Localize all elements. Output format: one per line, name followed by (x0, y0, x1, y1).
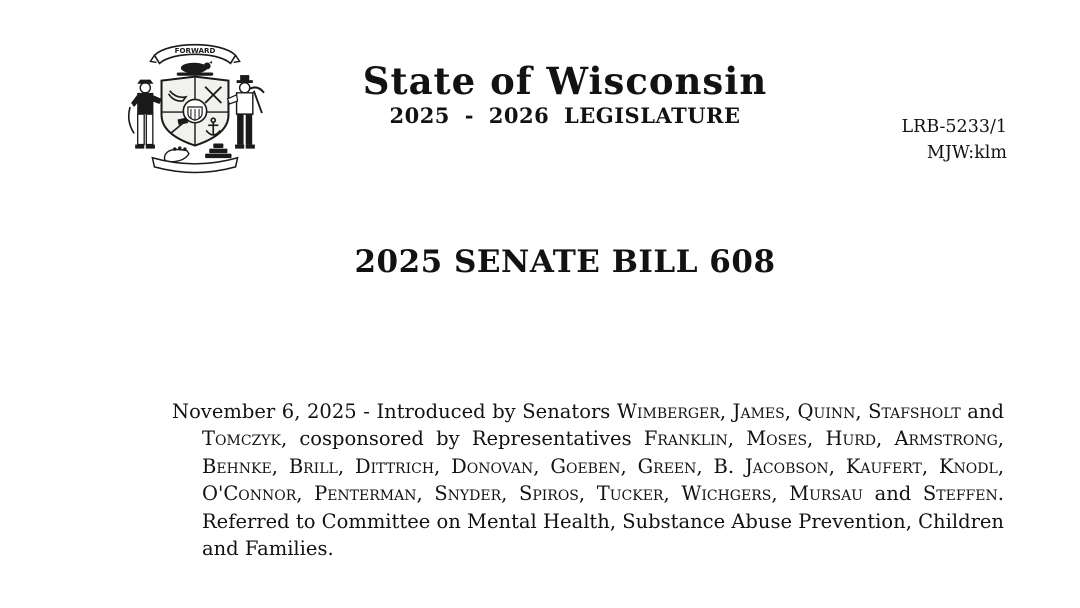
intro-text-segment: , (296, 482, 315, 506)
intro-text-segment: , (620, 454, 638, 478)
intro-text-segment: , (416, 482, 435, 506)
intro-text-segment: , (578, 482, 597, 506)
legislator-name: Quinn (797, 400, 856, 423)
motto-text: FORWARD (174, 45, 216, 55)
intro-text-segment: , (921, 454, 939, 478)
intro-text-segment: , (434, 454, 452, 478)
legislator-name: Green (637, 454, 697, 478)
intro-text-segment: , (501, 482, 519, 506)
legislator-name: Armstrong (894, 427, 998, 451)
state-title: State of Wisconsin (362, 59, 768, 103)
lead-ingots (205, 144, 231, 159)
intro-text-segment: , (696, 454, 714, 478)
legislator-name: Donovan (451, 454, 534, 478)
legislator-name: Snyder (434, 482, 502, 506)
drafter-code: MJW:klm (926, 143, 1007, 163)
bill-title: 2025 SENATE BILL 608 (354, 244, 776, 280)
legislator-name: Wichgers (681, 482, 772, 506)
intro-text-segment: , (533, 454, 551, 478)
legislator-name: Goeben (550, 454, 621, 478)
intro-text-segment: , (997, 454, 1005, 478)
legislator-name: Franklin (643, 427, 728, 451)
legislator-name: Kaufert (845, 454, 922, 478)
intro-text-segment: , (997, 427, 1004, 451)
legislator-name: Knodl (938, 454, 998, 478)
lrb-reference-block (902, 114, 1007, 166)
intro-text-segment: , (727, 427, 747, 451)
intro-text-segment: , (771, 482, 790, 506)
intro-text-segment: , (663, 482, 682, 506)
legislature-session-line: 2025 - 2026 LEGISLATURE (389, 103, 741, 128)
legislator-name: Mursau (789, 482, 863, 506)
legislator-name: Wimberger (616, 400, 720, 423)
intro-text-segment: , cosponsored by Representatives (280, 427, 644, 451)
intro-text-segment: , (876, 427, 895, 451)
legislator-name: B. Jacobson (713, 454, 829, 478)
intro-text-segment: , (828, 454, 846, 478)
legislator-name: Behnke (202, 454, 272, 478)
intro-text-segment: and (862, 482, 923, 506)
introduction-paragraph (172, 398, 1004, 562)
legislator-name: Hurd (825, 427, 877, 451)
lrb-number: LRB-5233/1 (901, 117, 1007, 137)
intro-text-segment: . Referred to Committee on Mental Health, Substance Abuse Prevention, Children and Families. (202, 482, 1004, 561)
legislator-name: Steffen (922, 482, 998, 506)
legislator-name: Penterman (314, 482, 417, 506)
legislator-name: James (732, 400, 785, 423)
legislator-name: Brill (288, 454, 338, 478)
intro-text-segment: , (271, 454, 289, 478)
cornucopia (164, 146, 188, 162)
legislator-name: Moses (746, 427, 808, 451)
intro-text-segment: , (719, 400, 733, 423)
intro-text-segment: , (337, 454, 355, 478)
legislator-name: Tucker (596, 482, 664, 506)
legislator-name: Spiros (518, 482, 579, 506)
intro-text-segment: , (855, 400, 869, 423)
intro-text-segment: , (807, 427, 826, 451)
legislator-name: Stafsholt (868, 400, 961, 423)
intro-text-segment: , (784, 400, 798, 423)
legislator-name: Tomczyk (202, 427, 281, 451)
legislator-name: Dittrich (354, 454, 435, 478)
intro-text-segment: November 6, 2025 - Introduced by Senators (172, 400, 617, 423)
intro-text-segment: and (960, 400, 1004, 423)
legislator-name: O'Connor (202, 482, 297, 506)
